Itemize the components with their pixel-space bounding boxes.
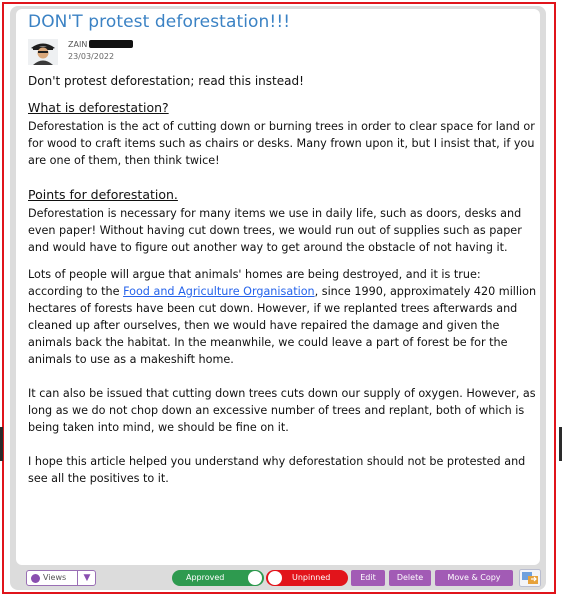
views-label: Views (43, 573, 67, 582)
article-content (28, 73, 538, 487)
paragraph-habitats: Lots of people will argue that animals' homes are being destroyed, and it is true: according to the Food and Agriculture Organisation, since 1990, approximately 420 million hectares of forests have been cut down. However, if we replanted trees afterwards and cleaned up after ourselves, then we would have repaired the damage and given the animals back the habitat. In the meanwhile, we could leave a part of forest be for the animals to use as a makeshift home. (28, 268, 537, 366)
edge-mark-left (0, 427, 3, 461)
article-lead: Don't protest deforestation; read this instead! (28, 74, 304, 88)
post-body (16, 9, 540, 565)
approved-label: Approved (186, 573, 225, 582)
views-dropdown[interactable] (26, 570, 96, 586)
unpinned-label: Unpinned (292, 573, 331, 582)
post-date: 23/03/2022 (68, 52, 115, 61)
paragraph-oxygen: It can also be issued that cutting down trees cuts down our supply of oxygen. However, as long as we do not chop down an excessive number of trees and replant, both of which is being taken into mind, we should be fine on it. (28, 387, 536, 434)
delete-button[interactable]: Delete (389, 570, 431, 586)
paragraph-necessity: Deforestation is necessary for many items we use in daily life, such as doors, desks and even paper! Without having cut down trees, we would run out of supplies such as paper and would have to figure out another way to get around the obstacle of not having it. (28, 207, 522, 254)
share-icon[interactable] (519, 569, 541, 587)
fao-link[interactable]: Food and Agriculture Organisation (123, 285, 315, 298)
chevron-down-icon[interactable]: ▼ (77, 571, 96, 585)
unpinned-toggle-knob (268, 571, 282, 585)
edit-button[interactable]: Edit (351, 570, 385, 586)
unpinned-toggle[interactable] (266, 570, 348, 586)
paragraph-conclusion: I hope this article helped you understand why deforestation should not be protested and see all the positives to it. (28, 455, 526, 485)
heading-what-is: What is deforestation? (28, 100, 169, 115)
author-name: ZAIN (68, 40, 133, 49)
post-card (10, 6, 546, 590)
approved-toggle-knob (248, 571, 262, 585)
eye-icon (31, 574, 40, 583)
move-copy-button[interactable]: Move & Copy (435, 570, 513, 586)
approved-toggle[interactable] (172, 570, 264, 586)
paragraph-definition: Deforestation is the act of cutting down or burning trees in order to clear space for land or for wood to craft items such as chairs or desks. Many frown upon it, but I insist that, if you are one of them, then think twice! (28, 120, 535, 167)
heading-points-for: Points for deforestation. (28, 187, 178, 202)
post-toolbar (26, 569, 548, 591)
post-title[interactable]: DON'T protest deforestation!!! (28, 12, 291, 32)
avatar (28, 39, 58, 65)
